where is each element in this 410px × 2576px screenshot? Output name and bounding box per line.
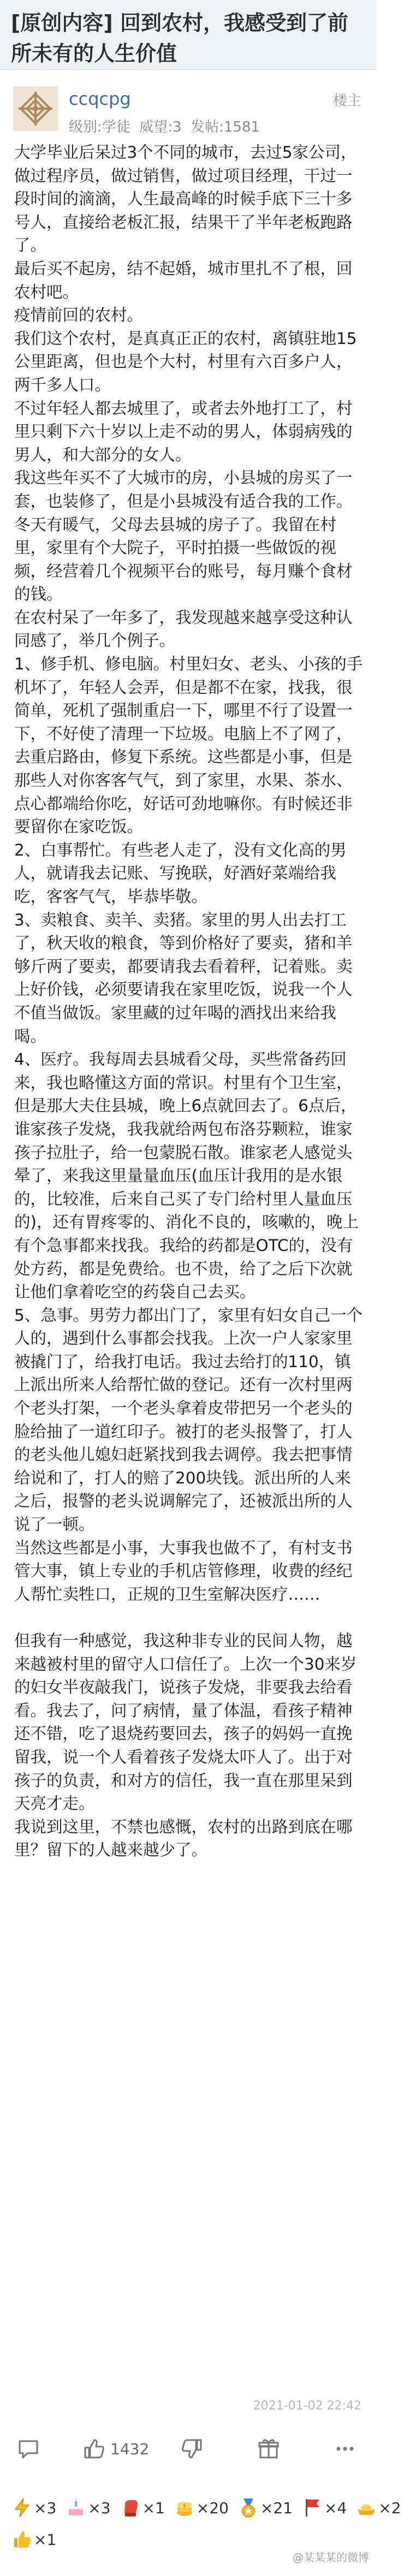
paragraph: 我这些年买不了大城市的房，小县城的房买了一套，也装修了，但是小县城没有适合我的工作。 — [14, 468, 353, 511]
paragraph: 在农村呆了一年多了，我发现越来越享受这种认同感了，举几个例子。 — [14, 608, 353, 650]
reward-count: ×3 — [88, 2498, 111, 2517]
reward-item[interactable] — [120, 2497, 165, 2519]
paragraph: 4、医疗。我每周去县城看父母，买些常备药回来，我也略懂这方面的常识。村里有个卫生室，但是那大夫住县城，晚上6点就回去了。6点后，谁家孩子发烧，我我就给两包布洛芬颗粒，谁家孩子拉肚子，给一包蒙脱石散。谁家老人感觉头晕了，来我这里量量血压(血压计我用的是水银的，比较准，后来自己买了专门给村里人量血压的)，还有胃疼零的、消化不良的，咳嗽的，晚上有个急事都来找我。我给的药都是OTC的，没有处方药，都是免费给。也不贵，给了之后下次就让他们拿着吃空的药袋自己去买。 — [14, 1050, 359, 1302]
flag-gift-icon — [301, 2497, 323, 2519]
reward-count: ×4 — [324, 2498, 347, 2517]
coin-stack-gift-icon — [174, 2497, 195, 2519]
gold-ingot-gift-icon — [355, 2497, 377, 2519]
reward-item[interactable] — [174, 2497, 229, 2519]
reward-row — [11, 2526, 65, 2553]
lightning-bolt-gift-icon — [11, 2497, 33, 2519]
more-dots-icon — [333, 2437, 357, 2461]
paragraph: 疫情前回的农村。 — [14, 306, 144, 325]
author-meta: 级别:学徒 威望:3 发帖:1581 — [69, 119, 260, 135]
dislike-button[interactable] — [180, 2435, 204, 2462]
paragraph: 最后买不起房，结不起婚，城市里扎不了根，回农村吧。 — [14, 259, 353, 301]
cake-gift-icon — [65, 2497, 87, 2519]
thumbs-up-icon — [82, 2437, 106, 2461]
paragraph: 我说到这里，不禁也感慨，农村的出路到底在哪里？留下的人越来越少了。 — [14, 1817, 353, 1860]
paragraph: 我们这个农村，是真真正正的农村，离镇驻地15公里距离，但也是个大村，村里有六百多户人，两千多人口。 — [14, 329, 357, 394]
reward-count: ×2 — [378, 2498, 401, 2517]
paragraph: 2、白事帮忙。有些老人走了，没有文化高的男人，就请我去记账、写挽联，好酒好菜端给我吃，客客气气，毕恭毕敬。 — [14, 840, 347, 906]
more-button[interactable] — [333, 2435, 357, 2462]
paragraph: 冬天有暖气，父母去县城的房子了。我留在村里，家里有个大院子，平时拍摄一些做饭的视频，经营着几个视频平台的账号，每月赚个食材的钱。 — [14, 515, 353, 604]
paragraph: 3、卖粮食、卖羊、卖猪。家里的男人出去打工了，秋天收的粮食，等到价格好了要卖，猪和羊够斤两了要卖，都要请我去看着秤，记着账。卖上好价钱，必须要请我在家里吃饭，说我一个人不值当做饭。家里藏的过年喝的酒找出来给我喝。 — [14, 910, 353, 1046]
author-block — [0, 81, 377, 146]
post-body — [14, 141, 364, 2385]
avatar[interactable] — [13, 86, 58, 131]
svg-text:$: $ — [182, 2503, 186, 2509]
reward-item[interactable] — [301, 2497, 347, 2519]
reward-item[interactable] — [65, 2497, 110, 2519]
thumbs-up-gift-icon — [11, 2528, 33, 2550]
like-count: 1432 — [110, 2440, 150, 2458]
reward-count: ×20 — [196, 2498, 229, 2517]
paragraph: 5、急事。男劳力都出门了，家里有妇女自己一个人的，遇到什么事都会找我。上次一户人家家里被撬门了，给我打电话。我过去给打的110，镇上派出所来人给帮忙做的登记。还有一次村里两个老头打架，一个老头拿着皮带把另一个老头的脸给抽了一道红印子。被打的老头报警了，打人的老头他儿媳妇赶紧找到我去调停。我去把事情给说和了，打人的赔了200块钱。派出所的人来之后，报警的老头说调解完了，还被派出所的人说了一顿。 — [14, 1305, 363, 1534]
comment-icon — [16, 2437, 40, 2461]
reward-row — [11, 2494, 410, 2521]
reward-count: ×1 — [34, 2530, 57, 2549]
author-name[interactable]: ccqcpg — [69, 88, 131, 109]
post-date: 2021-01-02 22:42 — [253, 2399, 361, 2413]
gift-icon — [257, 2437, 281, 2461]
post-title: [原创内容] 回到农村，我感受到了前所未有的人生价值 — [0, 0, 377, 70]
floor-label: 楼主 — [332, 93, 361, 109]
reward-count: ×21 — [260, 2498, 293, 2517]
medal-gift-icon — [237, 2497, 259, 2519]
reward-count: ×1 — [142, 2498, 165, 2517]
reward-item[interactable] — [11, 2528, 56, 2550]
like-button[interactable] — [82, 2435, 149, 2462]
reward-item[interactable] — [11, 2497, 56, 2519]
thumbs-down-icon — [180, 2437, 204, 2461]
paragraph: 但我有一种感觉，我这种非专业的民间人物，越来越被村里的留守人口信任了。上次一个30来岁的妇女半夜敲我门，说孩子发烧，非要我去给看看。我去了，问了病情，量了体温，看孩子精神还不错，吃了退烧药要回去，孩子的妈妈一直挽留我，说一个人看着孩子发烧太吓人了。出于对孩子的负责，和对方的信任，我一直在那里呆到天亮才走。 — [14, 1631, 357, 1813]
paragraph: 1、修手机、修电脑。村里妇女、老头、小孩的手机坏了，年轻人会弄，但是都不在家，找我，很简单，死机了强制重启一下，哪里不行了设置一下，不好使了清理一下垃圾。电脑上不了网了，去重启路由，修复下系统。这些都是小事，但是那些人对你客客气气，到了家里，水果、茶水、点心都端给你吃，好话可劲地嘛你。有时候还非要留你在家吃饭。 — [14, 655, 363, 836]
avatar-knot-icon — [13, 86, 58, 131]
paragraph: 大学毕业后呆过3个不同的城市，去过5家公司，做过程序员，做过销售，做过项目经理，干过一段时间的滴滴，人生最高峰的时候手底下三十多号人，直接给老板汇报，结果干了半年老板跑路了。 — [14, 143, 357, 255]
reward-item[interactable] — [355, 2497, 401, 2519]
action-bar — [0, 2424, 377, 2473]
paragraph — [14, 1606, 364, 1629]
watermark: @某某某的微博 — [293, 2551, 369, 2564]
reward-count: ×3 — [34, 2498, 57, 2517]
reward-item[interactable] — [237, 2497, 293, 2519]
glove-gift-icon — [120, 2497, 141, 2519]
gift-button[interactable] — [257, 2435, 281, 2462]
paragraph: 当然这些都是小事，大事我也做不了，有村支书管大事，镇上专业的手机店管修理，收费的经纪人帮忙卖牲口，正规的卫生室解决医疗…… — [14, 1538, 353, 1604]
comment-button[interactable] — [16, 2435, 40, 2462]
paragraph: 不过年轻人都去城里了，或者去外地打工了，村里只剩下六十岁以上走不动的男人，体弱病残的男人，和大部分的女人。 — [14, 399, 353, 464]
